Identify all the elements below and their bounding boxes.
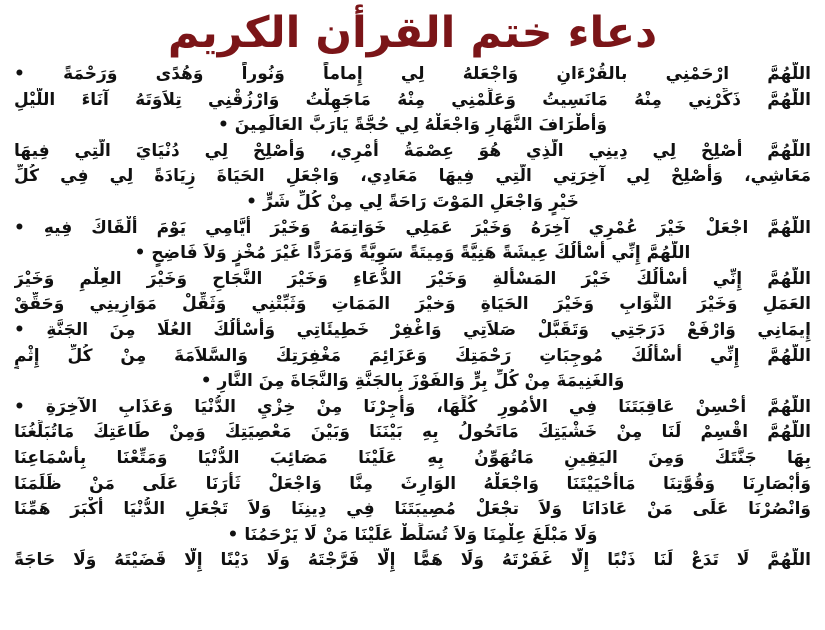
prayer-line-16: بِهَا جَنَّتَكَ وَمِنَ اليَقِينِ مَاتُهَوِّنُ بِهِ عَلَيْنَا مَصَائِبَ الدُّنْيَا وَمَتِّعْنَا بِأَسْمَاعِنَا	[14, 447, 811, 468]
prayer-line-13: وَالغَنِيمَةَ مِنْ كُلِّ بِرٍّ وَالفَوْزَ بِالجَنَّةِ وَالنَّجَاةَ مِنَ النَّارِ •	[200, 371, 625, 392]
prayer-line-7: اللَّهُمَّ اجْعَلْ خَيْرَ عُمْرِي آخِرَهُ وَخَيْرَ عَمَلِي خَوَاتِمَهُ وَخَيْرَ أَيَّامِي يَوْمَ أَلْقَاكَ فِيهِ •	[14, 217, 811, 238]
prayer-line-9: اللَّهُمَّ إِنِّي أَسْأَلُكَ خَيْرَ المَسْأَلةِ وَخَيْرَ الدُّعَاءِ وَخَيْرَ النَّجَاحِ وَخَيْرَ العِلْمِ وَخَيْرَ	[14, 268, 811, 289]
prayer-line-6: خَيْرٍ وَاجْعَلِ المَوْتَ رَاحَةً لِي مِنْ كُلِّ شَرٍّ •	[246, 191, 579, 212]
prayer-line-18: وَانْصُرْنَا عَلَى مَنْ عَادَانَا وَلاَ تجْعَلْ مُصِيبَتَنَا فِي دِينِنَا وَلاَ تَجْعَلِ الدُّنْيَا أَكْبَرَ هَمِّنَا	[14, 499, 811, 520]
prayer-line-19: وَلَا مَبْلَغَ عِلْمِنَا وَلاَ تُسَلِّطْ عَلَيْنَا مَنْ لَا يَرْحَمُنَا •	[227, 524, 598, 545]
prayer-line-11: إِيمَانِي وَارْفَعْ دَرَجَتِي وَتَقَبَّلْ صَلاَتِي وَاغْفِرْ خَطِيئَاتِي وَأَسْأَلُكَ العُلَا مِنَ الجَنَّةِ •	[14, 319, 811, 340]
prayer-line-5: مَعَاشِي، وَأَصْلِحْ لِي آخِرَتِي الَّتِي فِيهَا مَعَادِي، وَاجْعَلِ الحَيَاةَ زِيَادَةً لِي فِي كُلِّ	[14, 166, 811, 187]
prayer-line-3: وَأَطْرَافَ النَّهَارِ وَاجْعَلْهُ لِي حُجَّةً يَارَبَّ العَالَمِينَ •	[217, 115, 608, 136]
prayer-line-12: اللَّهُمَّ إِنِّي أَسْأَلُكَ مُوجِبَاتِ رَحْمَتِكَ وَعَزَائِمَ مَغْفِرَتِكَ وَالسَّلاَمَةَ مِنْ كُلِّ إِثْمٍ	[14, 345, 811, 366]
prayer-line-2: اللَّهُمَّ ذَكِّرْنِي مِنْهُ مَانَسِيتُ وَعَلِّمْنِي مِنْهُ مَاجَهِلْتُ وَارْزُقْنِي تِلاَوَتَهُ آنَاءَ اللَّيْلِ	[14, 89, 811, 110]
prayer-line-4: اللَّهُمَّ أَصْلِحْ لِي دِينِي الَّذِي هُوَ عِصْمَةُ أَمْرِي، وَأَصْلِحْ لِي دُنْيَايَ الَّتِي فِيهَا	[14, 140, 811, 161]
prayer-line-10: العَمَلِ وَخَيْرَ الثَّوَابِ وَخَيْرَ الحَيَاةِ وَخيْرَ المَمَاتِ وَثَبِّتْنِي وَثَقِّلْ مَوَازِينِي وَحَقِّقْ	[14, 294, 811, 315]
prayer-line-8: اللَّهُمَّ إِنِّي أَسْأَلُكَ عِيشَةً هَنِيَّةً وَمِيتَةً سَوِيَّةً وَمَرَدًّا غَيْرَ مُخْزٍ وَلاَ فَاضِحٍ •	[134, 243, 691, 264]
prayer-line-14: اللَّهُمَّ أَحْسِنْ عَاقِبَتَنَا فِي الأُمُورِ كُلِّهَا، وَأجِرْنَا مِنْ خِزْيِ الدُّنْيَا وَعَذَابِ الآخِرَةِ •	[14, 396, 811, 417]
prayer-text	[14, 62, 811, 574]
prayer-line-1: اللَّهُمَّ ارْحَمْنِي بالقُرْءَانِ وَاجْعَلهُ لِي إِماماً وَنُوراً وَهُدًى وَرَحْمَةً •	[14, 64, 811, 84]
prayer-line-17: وَأَبْصَارِنَا وَقُوَّتِنَا مَاأَحْيَيْتَنَا وَاجْعَلْهُ الوَارِثَ مِنَّا وَاجْعَلْ ثَأْرَنَا عَلَى مَنْ ظَلَمَنَا	[14, 473, 811, 494]
page-title: دعاء ختم القرأن الكريم	[167, 8, 658, 58]
prayer-line-15: اللَّهُمَّ اقْسِمْ لَنَا مِنْ خَشْيَتِكَ مَاتَحُولُ بِهِ بَيْنَنَا وَبَيْنَ مَعْصِيَتِكَ وَمِنْ طَاعَتِكَ مَاتُبَلِّغُنَا	[14, 422, 811, 443]
prayer-line-20: اللَّهُمَّ لَا تَدَعْ لَنَا ذَنْبًا إِلَّا غَفَرْتَهُ وَلَا هَمًّا إِلَّا فَرَّجْتَهُ وَلَا دَيْنًا إِلَّا قَضَيْتَهُ وَلَا حَاجَةً	[14, 550, 811, 571]
